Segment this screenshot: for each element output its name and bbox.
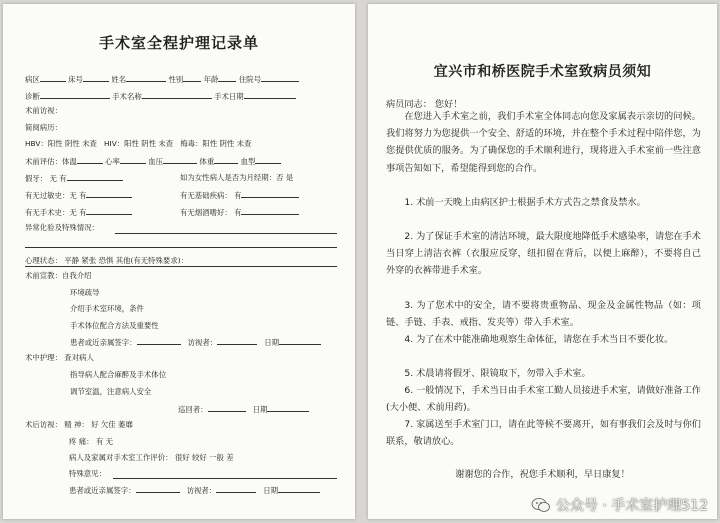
name-label: 姓名 — [111, 75, 127, 84]
blood-type-label: 血型 — [240, 157, 256, 166]
history-label: 简阅病历： — [25, 123, 62, 132]
surgery-info-row — [25, 91, 296, 101]
notice-item: 3. 为了您术中的安全，请不要将贵重物品、现金及金属性物品（如：项链、手链、手表、戒指、发夹等）带入手术室。 — [386, 300, 701, 329]
signature-row-1: 患者或近亲属签字： 访视者： 日期 — [70, 337, 321, 347]
temp-control-item: 调节室温，注意病人安全 — [70, 387, 152, 396]
denture-field: 假牙： 无 有 — [25, 173, 123, 183]
notice-title: 宜兴市和桥医院手术室致病员须知 — [433, 64, 652, 80]
patient-notice-page — [368, 4, 717, 519]
notice-item: 5. 术晨请将假牙、限镜取下，勿带入手术室。 — [404, 368, 591, 379]
weight-label: 体重 — [199, 157, 215, 166]
nursing-record-page — [3, 4, 355, 519]
record-title: 手术室全程护理记录单 — [98, 34, 259, 52]
circulator-row: 巡回者： 日期 — [178, 404, 309, 414]
notice-item: 6. 一般情况下，手术当日由手术室工勤人员接进手术室，请做好准备工作(大小便、术前用药)。 — [386, 385, 701, 414]
hiv-field: HIV：阳性 阴性 未查 — [103, 139, 174, 148]
bed-label: 床号 — [68, 75, 83, 84]
surgery-history-field: 有无手术史：无 有 — [25, 207, 132, 217]
intro-paragraph: 在您进入手术室之前，我们手术室全体同志向您及家属表示亲切的问候。我们将努力为您提供一个安全、舒适的环境，并在整个手术过程中陪伴您，为您提供优质的服务。为了确保您的手术顺利进行，现将进入手术室前一些注意事项告知如下，希望能得到您的合作。 — [386, 111, 701, 174]
special-opinion-label: 特殊意见： — [69, 469, 106, 478]
preop-eval-row — [25, 156, 281, 166]
notice-item: 7. 家属送至手术室门口，请在此等候不要离开，如有事我们会及时与你们联系，敬请放心。 — [386, 419, 701, 448]
greeting: 病员同志： 您好！ — [386, 99, 463, 110]
postop-spirit-field: 术后访视： 精 神： 好 欠佳 萎靡 — [25, 420, 133, 429]
abnormal-lab-label: 异常化验及特殊情况： — [25, 223, 99, 232]
sex-label: 性别 — [168, 75, 184, 84]
preop-visit-label: 术前访视： — [25, 106, 62, 115]
basic-disease-field: 有无基础疾病： 有 — [180, 190, 299, 200]
smoke-drink-field: 有无烟酒嗜好： 有 — [180, 207, 299, 217]
allergy-field: 有无过敏史：无 有 — [25, 190, 132, 200]
wechat-icon — [531, 497, 551, 513]
notice-item: 1. 术前一天晚上由病区护士根据手术方式告之禁食及禁水。 — [404, 197, 646, 208]
infection-row — [25, 139, 251, 148]
surgery-date-label: 手术日期 — [214, 92, 244, 101]
divider — [25, 247, 337, 248]
admission-label: 住院号 — [238, 75, 261, 84]
signature-row-2: 患者或近亲属签字： 访视者： 日期 — [69, 485, 320, 495]
age-label: 年龄 — [203, 75, 219, 84]
evaluation-field: 病人及家属对手术室工作评价： 很好 较好 一般 差 — [69, 453, 234, 462]
intraop-label: 术中护理： 查对病人 — [25, 353, 94, 362]
divider — [113, 478, 337, 479]
notice-item: 4. 为了在术中能准确地观察生命体征，请您在手术当日不要化妆。 — [404, 334, 674, 345]
notice-item: 2. 为了保证手术室的清洁环境，最大限度地降低手术感染率，请您在手术当日穿上清洁衣裤（衣服应反穿，纽扣留在背后，以便上麻醉），不要将自己外穿的衣裤带进手术室。 — [386, 231, 701, 277]
hr-label: 心率 — [105, 157, 120, 166]
preop-education-label: 术前宣教：自我介绍 — [25, 271, 92, 280]
divider — [25, 266, 337, 267]
pain-field: 疼 痛： 有 无 — [69, 437, 114, 446]
surgery-name-label: 手术名称 — [112, 92, 142, 101]
ward-label: 病区 — [25, 75, 40, 84]
position-item: 手术体位配合方法及重要性 — [70, 321, 159, 330]
syphilis-field: 梅毒：阳性 阴性 未查 — [180, 139, 252, 148]
menses-field: 如为女性病人是否为月经期：否 是 — [180, 173, 294, 182]
watermark — [531, 495, 708, 515]
diagnosis-label: 诊断 — [25, 92, 40, 101]
guide-item: 指导病人配合麻醉及手术体位 — [70, 370, 167, 379]
psych-state-field: 心理状态： 平静 紧张 恐惧 其他(有无特殊要求)： — [25, 256, 188, 265]
env-guidance-item: 环境疏导 — [70, 288, 100, 297]
staff-intro-item: 介绍手术室环境，条件 — [70, 304, 144, 313]
watermark-text: 公众号 · 手术室护理512 — [555, 498, 708, 514]
bp-label: 血压 — [148, 157, 164, 166]
divider — [115, 233, 337, 234]
closing-line: 谢谢您的合作，祝您手术顺利，早日康复！ — [455, 469, 630, 480]
patient-info-row — [25, 74, 299, 84]
hbv-field: HBV：阳性 阴性 未查 — [25, 139, 97, 148]
temp-label: 术前评估：体温 — [25, 157, 77, 166]
